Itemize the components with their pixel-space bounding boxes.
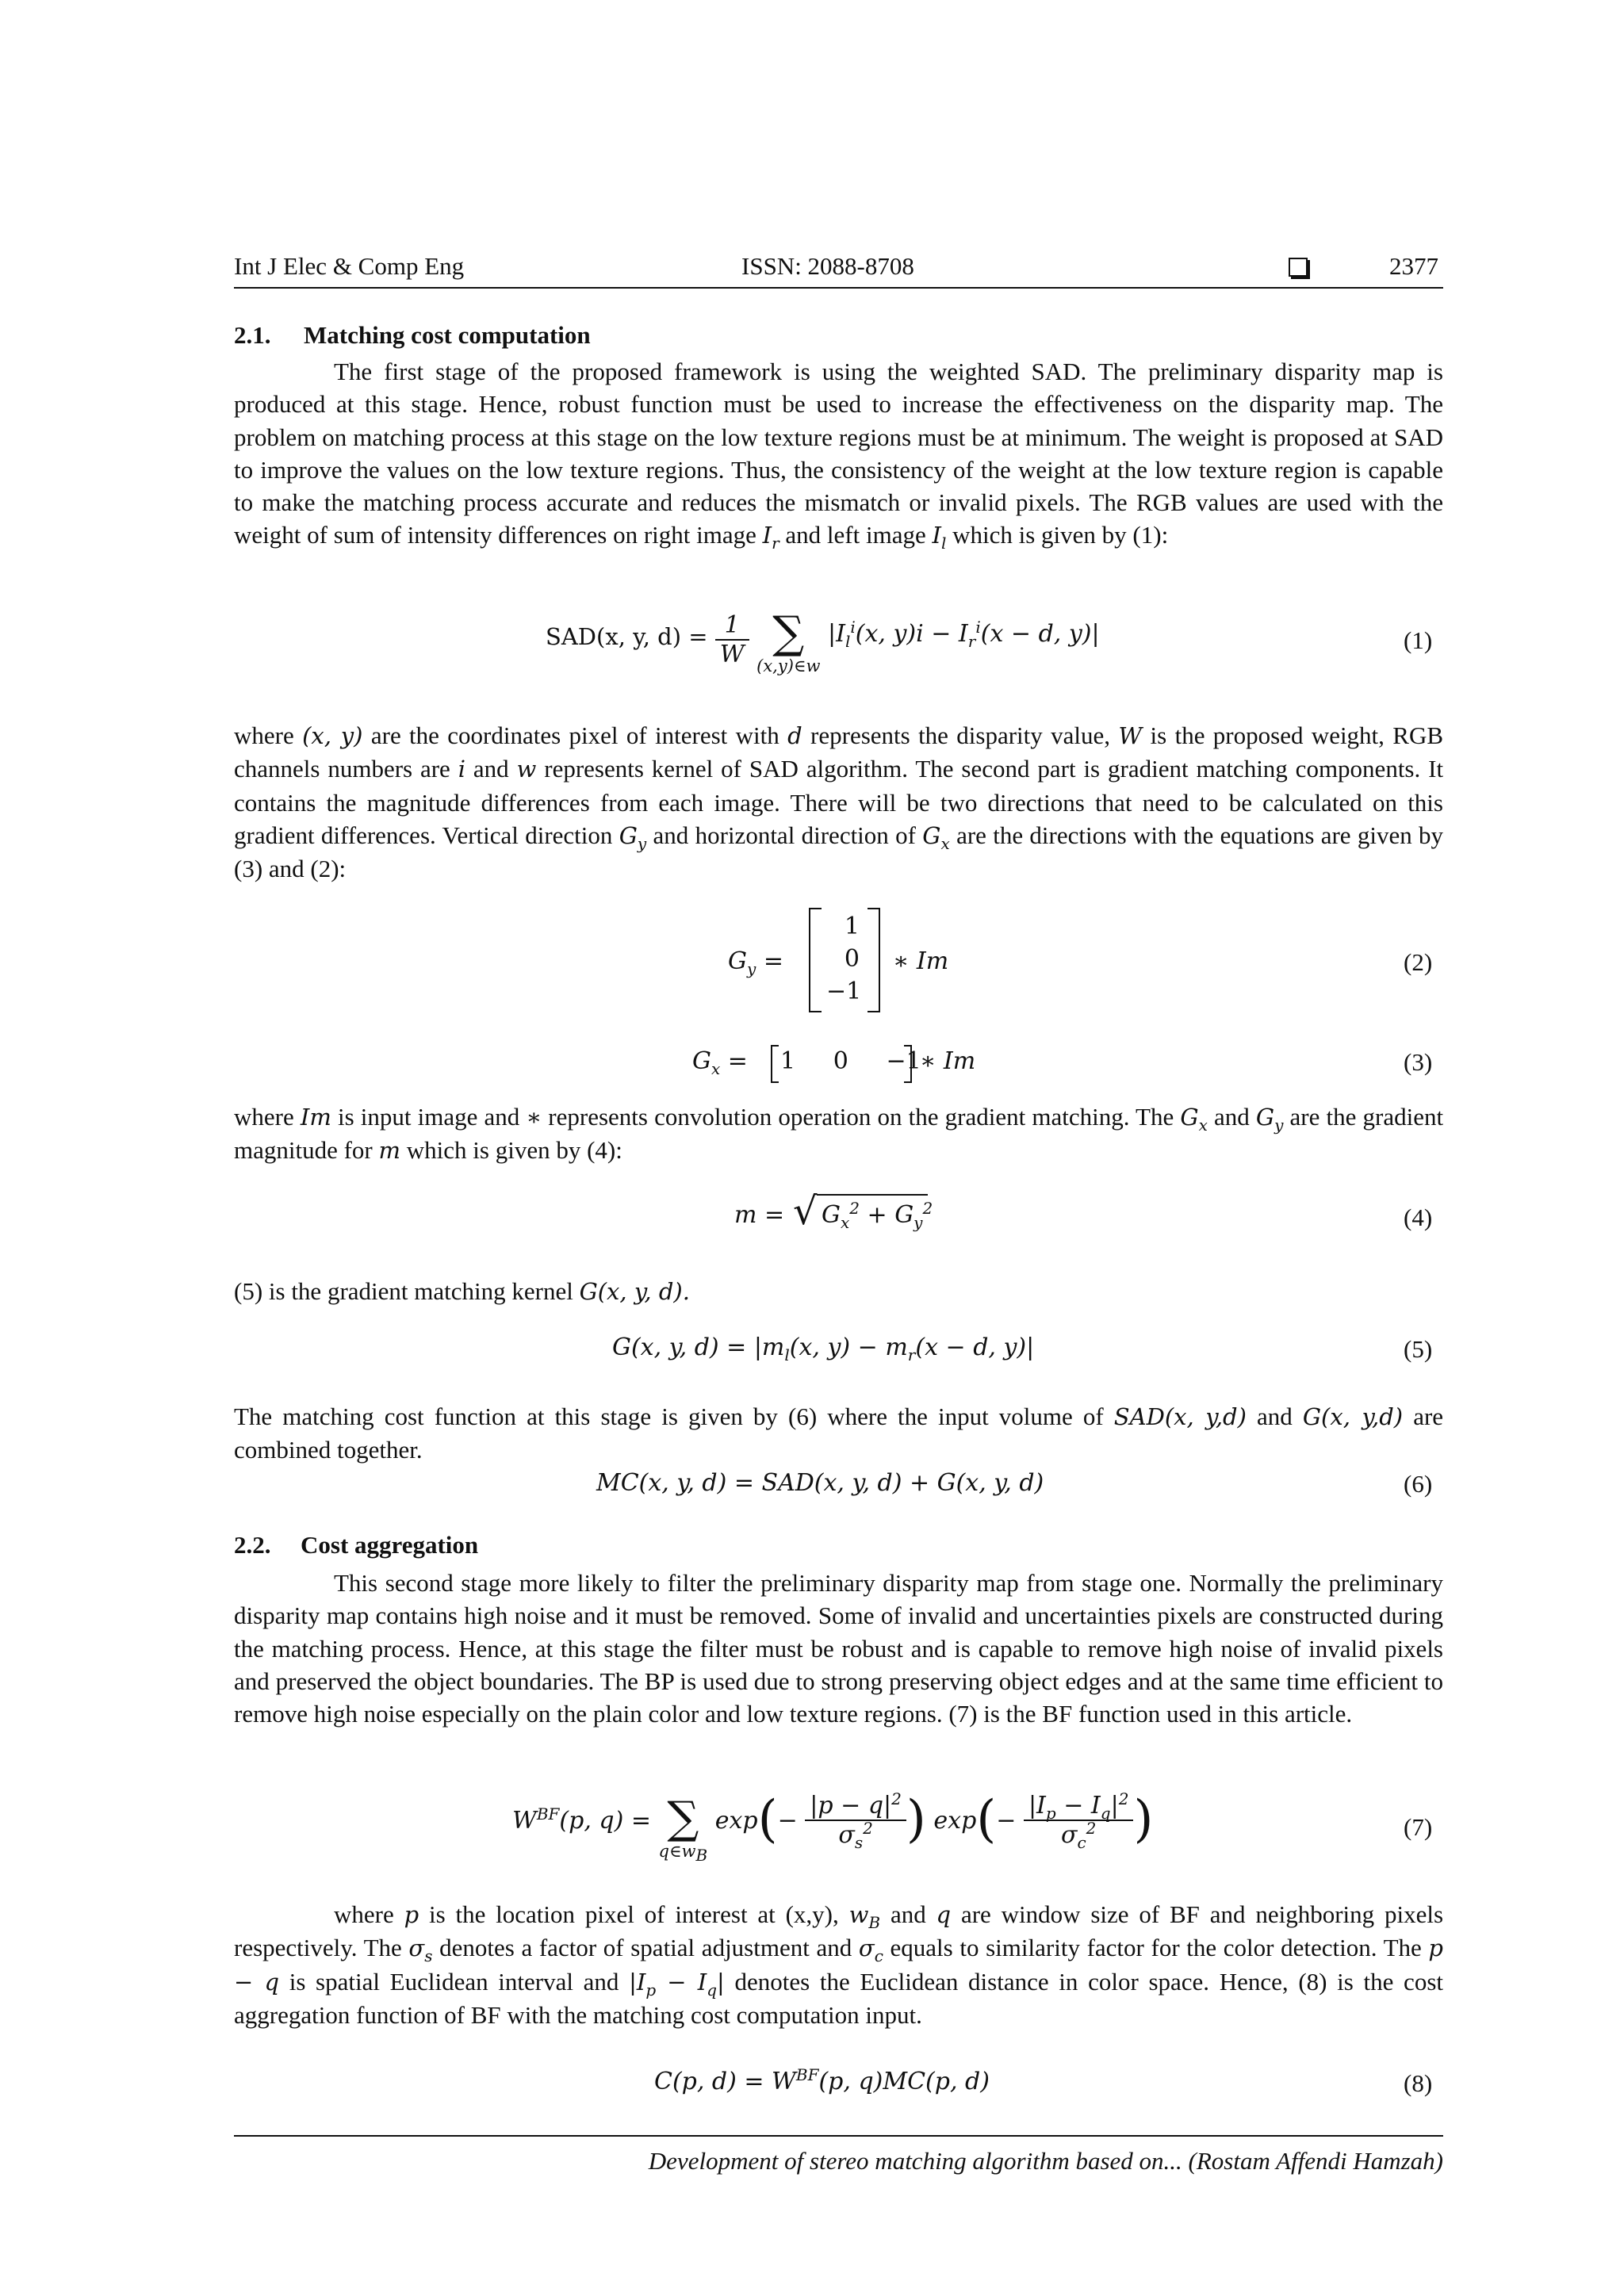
equation-6-number: (6) [1404,1470,1433,1498]
matrix-column: 1 0 −1 [826,913,862,1005]
equation-3-rhs: ∗ Im [920,1047,976,1075]
footer-rule [234,2135,1443,2137]
paragraph-2-1-cost: The matching cost function at this stage is given by (6) where the input volume of SAD(x, y,d) and G(x, y,d) are combined together. [234,1402,1444,1464]
header-rule [234,287,1443,289]
equation-2-rhs: ∗ Im [893,947,949,975]
matrix-right-bracket [868,908,880,1012]
equation-2-number: (2) [1404,948,1433,976]
paragraph-2-1-intro: The first stage of the proposed framework is using the weighted SAD. The preliminary disparity map is produced at this stage. Hence, robust function must be used to increase the effectiveness on the disparity map. The problem on matching process at this stage on the low texture regions must be at minimum. The weight is proposed at SAD to improve the values on the low texture regions. Thus, the consistency of the weight at the low texture region is capable to make the matching process accurate and reduces the mismatch or invalid pixels. The RGB values are used with the weight of sum of intensity differences on right image $I_r$ and left image $I_l$ which is given by (1): [234,358,1443,553]
paragraph-2-2-where: where p is the location pixel of interest at (x,y), $w_B$ and q are window size of BF and neighboring pixels respectively. The $\sigma_s$ denotes a factor of spatial adjustment and $\sigma_c$ equals to similarity factor for the color detection. The p − q is spatial Euclidean interval and $|I_p - I_q|$ denotes the Euclidean distance in color space. Hence, (8) is the cost aggregation function of BF with the matching cost computation input. [234,1900,1444,2029]
row-right-bracket [904,1045,912,1083]
paragraph-2-1-conv: where Im is input image and ∗ represents convolution operation on the gradient matching. The $G_x$ and $G_y$ are the gradient magnitude for m which is given by (4): [234,1103,1444,1165]
equation-7-number: (7) [1404,1813,1433,1841]
equation-8: C(p, $d) = W^{BF}(p$, q)MC(p, d) [654,2065,990,2095]
equation-4-radicand: $G_x^2 + G_y^2$ [822,1199,933,1232]
running-header-journal: Int J Elec & Comp Eng [234,252,465,280]
matrix-row: 1 0 −1 [780,1047,921,1075]
running-header-issn: ISSN: 2088-8708 [741,252,914,280]
section-heading-2-2: 2.2. Cost aggregation [234,1531,479,1559]
sqrt-icon: √ [793,1189,818,1234]
equation-5: G(x, y, $d) = |m_l(x$, $y) - m_r(x - d$, y)| [612,1334,1035,1364]
row-left-bracket [771,1045,779,1083]
equation-6: MC(x, y, d) = SAD(x, y, d) + G(x, y, d) [596,1469,1044,1497]
paragraph-2-1-kernel: (5) is the gradient matching kernel G(x, y, d). [234,1277,690,1305]
equation-4-number: (4) [1404,1203,1433,1231]
equation-3-number: (3) [1404,1048,1433,1076]
box-icon [1289,258,1308,277]
equation-1: SAD(x, y, d) = $\frac{1}{W}$ ∑ (x,y)∈w $|I_l^i(x$, $y)i - I_r^i(x - d$, y)| [546,607,1100,675]
equation-4-lhs: m = [734,1201,785,1229]
equation-3-lhs: $G_x$ = [692,1047,748,1078]
paragraph-2-2-intro: This second stage more likely to filter the preliminary disparity map from stage one. Normally the preliminary disparity map contains high noise and it must be removed. Some of invalid and uncertainties pixels are constructed during the matching process. Hence, at this stage the filter must be robust and is capable to remove high noise of invalid pixels and preserved the object boundaries. The BP is used due to strong preserving object edges and at the same time efficient to remove high noise especially on the plain color and low texture regions. (7) is the BF function used in this article. [234,1569,1443,1728]
equation-7: $W^{BF}(p$, q) = ∑ $q\in w_B$ exp(− $\frac{|p - q|^2}{\sigma_s^2}$ ) exp(− $\frac{|I_p - I_q|^2}{\sigma_c^2}$ ) [512,1789,1154,1866]
section-heading-2-1: 2.1. Matching cost computation [234,321,591,349]
paragraph-2-1-where: where (x, y) are the coordinates pixel of interest with d represents the disparity value, W is the proposed weight, RGB channels numbers are i and w represents kernel of SAD algorithm. The second part is gradient matching components. It contains the magnitude differences from each image. There will be two directions that need to be calculated on this gradient differences. Vertical direction $G_y$ and horizontal direction of $G_x$ are the directions with the equations are given by (3) and (2): [234,721,1444,883]
running-footer: Development of stereo matching algorithm based on... (Rostam Affendi Hamzah) [648,2147,1443,2175]
sqrt-bar [817,1194,928,1196]
equation-8-number: (8) [1404,2069,1433,2097]
equation-2-lhs: $G_y$ = [728,947,783,978]
matrix-left-bracket [809,908,822,1012]
equation-5-number: (5) [1404,1335,1433,1363]
equation-1-number: (1) [1404,626,1433,654]
page-number: 2377 [1389,252,1438,280]
